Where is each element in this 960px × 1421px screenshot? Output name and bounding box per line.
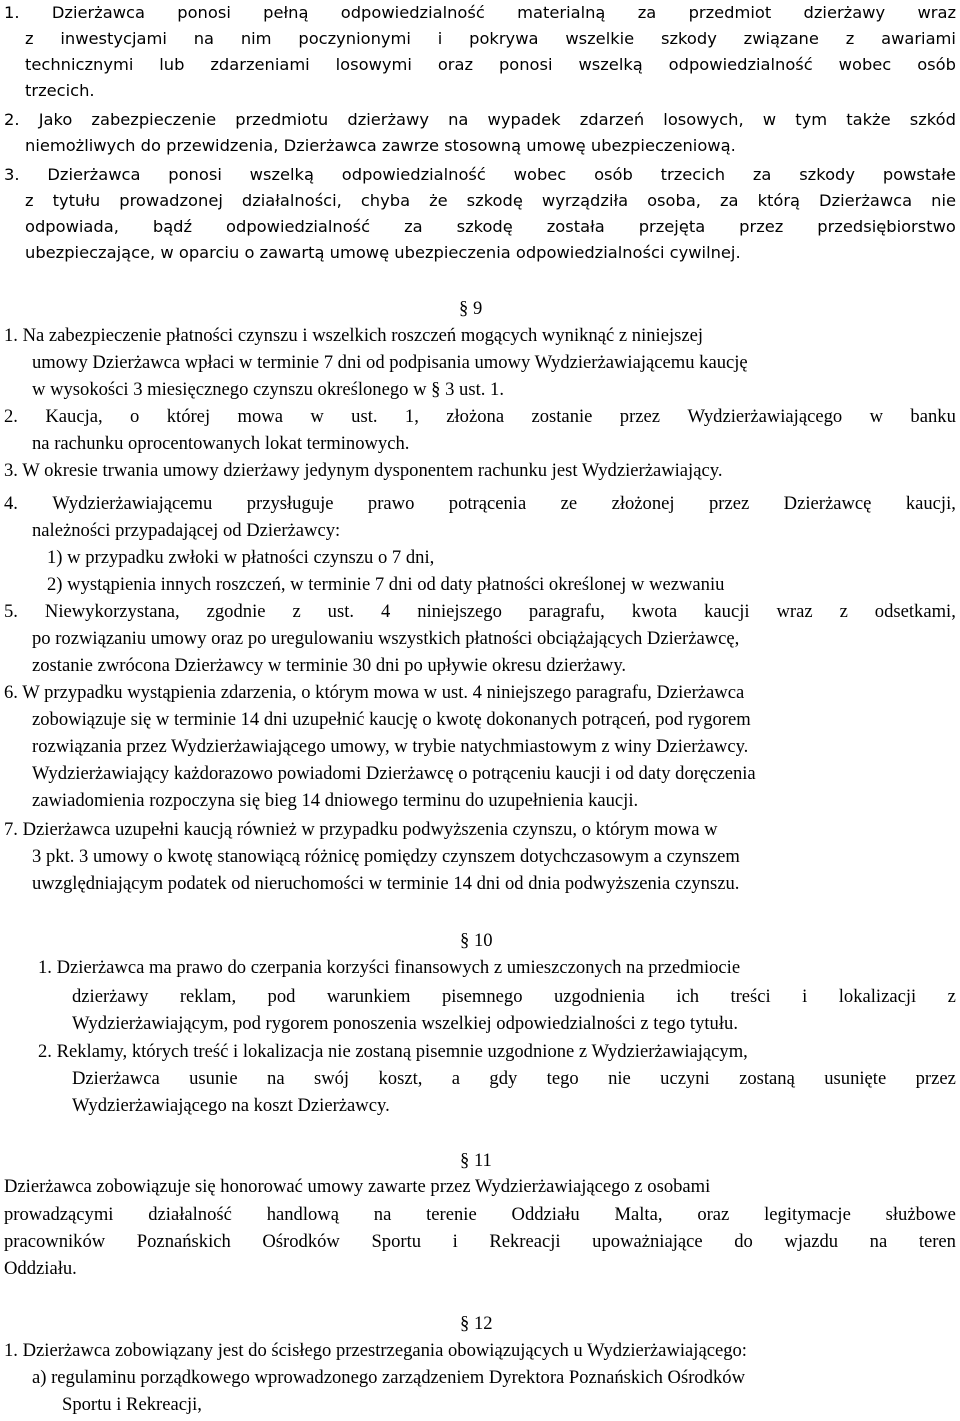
word: handlową — [266, 1204, 339, 1225]
word: nie — [931, 191, 956, 210]
word: 4. — [4, 493, 18, 514]
word: złożona — [446, 406, 505, 427]
word: o — [130, 406, 140, 427]
word: pełną — [263, 3, 309, 22]
s9-item5-line: po rozwiązaniu umowy oraz po uregulowaniu wszystkich płatności obciążających Dzierżawcę, — [32, 628, 740, 649]
word: banku — [910, 406, 956, 427]
word: 3. — [4, 165, 20, 184]
word: przejęta — [638, 217, 706, 236]
p8-item3-line — [4, 162, 956, 188]
word: wszelką — [578, 55, 643, 74]
word: na — [193, 29, 215, 48]
word: awariami — [881, 29, 956, 48]
s9-item7-line: 3 pkt. 3 umowy o kwotę stanowiącą różnicę pomiędzy czynszem dotychczasowym a czynszem — [32, 846, 740, 867]
s9-item6-line: rozwiązania przez Wydzierżawiającego umowy, w trybie natychmiastowym z winy Dzierżawcy. — [32, 736, 749, 757]
s9-item4-line: należności przypadającej od Dzierżawcy: — [32, 520, 341, 541]
word: dzierżawy — [803, 3, 886, 22]
word: za — [720, 191, 739, 210]
s9-item5-line — [4, 599, 956, 625]
word: Rekreacji — [489, 1231, 561, 1252]
word: z — [947, 986, 956, 1007]
word: pisemnego — [441, 986, 523, 1007]
word: potrącenia — [448, 493, 527, 514]
word: odpowiedzialność — [340, 3, 485, 22]
word: przez — [709, 493, 750, 514]
word: za — [637, 3, 657, 22]
p8-item3-line: ubezpieczające, w oparciu o zawartą umowę ubezpieczenia odpowiedzialności cywilnej. — [25, 243, 741, 262]
word: na — [373, 1204, 392, 1225]
word: usunięte — [824, 1068, 887, 1089]
s9-item7-line: uwzględniającym podatek od nieruchomości w terminie 14 dni od dnia podwyższenia czynszu. — [32, 873, 740, 894]
s12-item1-line: 1. Dzierżawca zobowiązany jest do ścisłego przestrzegania obowiązujących u Wydzierżawiającego: — [4, 1340, 747, 1361]
word: szkodę — [466, 191, 523, 210]
word: legitymacje — [764, 1204, 851, 1225]
s9-item1-line: w wysokości 3 miesięcznego czynszu określonego w § 3 ust. 1. — [32, 379, 504, 400]
word: z — [845, 29, 855, 48]
word: wszelkie — [565, 29, 635, 48]
word: bądź — [152, 217, 193, 236]
s9-item1-line: umowy Dzierżawca wpłaci w terminie 7 dni od podpisania umowy Wydzierżawiającemu kaucję — [32, 352, 748, 373]
s12-item1-subitem: Sportu i Rekreacji, — [62, 1394, 202, 1415]
word: uczyni — [660, 1068, 710, 1089]
word: ust. — [351, 406, 378, 427]
section-9-heading: § 9 — [459, 298, 483, 319]
p8-item2-line: niemożliwych do przewidzenia, Dzierżawca zawrze stosowną umowę ubezpieczeniową. — [25, 136, 736, 155]
section-12-heading: § 12 — [460, 1313, 493, 1334]
s10-item2-line: Wydzierżawiającego na koszt Dzierżawcy. — [72, 1095, 390, 1116]
word: ust. — [327, 601, 355, 622]
word: lokalizacji — [838, 986, 917, 1007]
word: przez — [915, 1068, 956, 1089]
word: wraz — [776, 601, 813, 622]
word: wraz — [917, 3, 956, 22]
word: Sportu — [371, 1231, 422, 1252]
word: osoba, — [647, 191, 701, 210]
word: oraz — [437, 55, 474, 74]
word: z — [25, 191, 34, 210]
word: osób — [917, 55, 956, 74]
word: tym — [795, 110, 828, 129]
s11-body-line — [4, 1202, 956, 1228]
word: zostanie — [531, 406, 593, 427]
word: Dzierżawca — [51, 3, 145, 22]
word: odpowiedzialność — [668, 55, 813, 74]
word: za — [404, 217, 423, 236]
section-10-heading: § 10 — [460, 930, 493, 951]
word: warunkiem — [326, 986, 411, 1007]
word: Niewykorzystana, — [44, 601, 180, 622]
word: do — [734, 1231, 753, 1252]
word: dzierżawy — [72, 986, 149, 1007]
word: odpowiada, — [25, 217, 119, 236]
s9-item5-line: zostanie zwrócona Dzierżawcy w terminie 30 dni po upływie okresu dzierżawy. — [32, 655, 627, 676]
word: Jako — [38, 110, 73, 129]
p8-item1-line — [25, 26, 956, 52]
s9-item1-line: 1. Na zabezpieczenie płatności czynszu i wszelkich roszczeń mogących wyniknąć z niniejszej — [4, 325, 704, 346]
word: wobec — [513, 165, 567, 184]
word: na — [869, 1231, 888, 1252]
word: związane — [743, 29, 819, 48]
word: wypadek — [487, 110, 561, 129]
word: teren — [918, 1231, 956, 1252]
word: gdy — [489, 1068, 518, 1089]
word: przez — [619, 406, 661, 427]
word: dzierżawy — [347, 110, 429, 129]
word: w — [310, 406, 324, 427]
s9-item2-line — [4, 404, 956, 430]
word: 4 — [380, 601, 391, 622]
s10-item2-line: 2. Reklamy, których treść i lokalizacja nie zostaną pisemnie uzgodnione z Wydzierżawiającym, — [38, 1041, 748, 1062]
word: Dzierżawca — [72, 1068, 160, 1089]
word: materialną — [517, 3, 606, 22]
s9-item4-subitem: 1) w przypadku zwłoki w płatności czynszu o 7 dni, — [47, 547, 435, 568]
word: przez — [739, 217, 784, 236]
s9-item6-line: zawiadomienia rozpoczyna się bieg 14 dniowego terminu do uzupełnienia kaucji. — [32, 790, 639, 811]
word: i — [452, 1231, 458, 1252]
word: osób — [594, 165, 633, 184]
word: ze — [560, 493, 578, 514]
word: przedmiotu — [235, 110, 329, 129]
word: działalności, — [241, 191, 342, 210]
word: 1. — [4, 3, 20, 22]
word: szkodę — [456, 217, 513, 236]
word: upoważniające — [592, 1231, 703, 1252]
word: z — [292, 601, 301, 622]
s10-item2-line — [72, 1066, 956, 1092]
word: zostaną — [739, 1068, 795, 1089]
s11-body-line: Dzierżawca zobowiązuje się honorować umowy zawarte przez Wydzierżawiającego z osobami — [4, 1176, 711, 1197]
word: której — [166, 406, 211, 427]
word: z — [839, 601, 848, 622]
word: Kaucja, — [45, 406, 103, 427]
word: odpowiedzialność — [341, 165, 486, 184]
word: ponosi — [177, 3, 231, 22]
word: inwestycjami — [60, 29, 167, 48]
s9-item2-line: na rachunku oprocentowanych lokat terminowych. — [32, 433, 410, 454]
word: szkody — [799, 165, 855, 184]
word: treści — [730, 986, 771, 1007]
s10-item1-line: Wydzierżawiającym, pod rygorem ponoszenia wszelkiej odpowiedzialności z tego tytułu. — [72, 1013, 738, 1034]
word: reklam, — [179, 986, 237, 1007]
word: losowych, — [663, 110, 744, 129]
word: poczynionymi — [298, 29, 411, 48]
word: z — [25, 29, 34, 48]
word: tytułu — [52, 191, 101, 210]
word: zdarzeniami — [210, 55, 310, 74]
word: na — [448, 110, 469, 129]
word: odpowiedzialność — [226, 217, 371, 236]
word: niniejszego — [417, 601, 502, 622]
word: zabezpieczenie — [91, 110, 217, 129]
word: także — [846, 110, 891, 129]
word: tego — [546, 1068, 579, 1089]
p8-item1-line — [25, 52, 956, 78]
word: szkód — [909, 110, 956, 129]
word: którą — [757, 191, 801, 210]
word: działalność — [148, 1204, 232, 1225]
word: wjazdu — [784, 1231, 839, 1252]
word: 2. — [4, 110, 20, 129]
word: technicznymi — [25, 55, 134, 74]
s9-item6-line: zobowiązuje się w terminie 14 dni uzupełnić kaucję o kwotę dokonanych potrąceń, pod rygorem — [32, 709, 751, 730]
p8-item3-line — [25, 214, 956, 240]
s12-item1-subitem: a) regulaminu porządkowego wprowadzonego zarządzeniem Dyrektora Poznańskich Ośrodków — [32, 1367, 746, 1388]
s9-item7-line: 7. Dzierżawca uzupełni kaucją również w przypadku podwyższenia czynszu, o którym mowa w — [4, 819, 718, 840]
word: swój — [313, 1068, 350, 1089]
word: losowymi — [335, 55, 412, 74]
word: Dzierżawca — [819, 191, 913, 210]
p8-item1-line: trzecich. — [25, 81, 95, 100]
word: powstałe — [882, 165, 956, 184]
word: ponosi — [168, 165, 222, 184]
word: pokrywa — [469, 29, 539, 48]
word: przysługuje — [246, 493, 334, 514]
s9-item6-line: Wydzierżawiający każdorazowo powiadomi Dzierżawcę o potrąceniu kaucji i od daty doręczenia — [32, 763, 756, 784]
word: odsetkami, — [874, 601, 956, 622]
word: nie — [608, 1068, 631, 1089]
word: pod — [267, 986, 296, 1007]
word: kwota — [631, 601, 678, 622]
word: zdarzeń — [579, 110, 645, 129]
word: i — [802, 986, 808, 1007]
s11-body-line: Oddziału. — [4, 1258, 77, 1279]
p8-item1-line — [4, 0, 956, 26]
word: Poznańskich — [136, 1231, 231, 1252]
word: wyrządziła — [541, 191, 629, 210]
word: przedsiębiorstwo — [817, 217, 956, 236]
word: usunie — [189, 1068, 238, 1089]
word: w — [869, 406, 884, 427]
word: szkody — [661, 29, 717, 48]
word: trzecich — [660, 165, 726, 184]
word: w — [762, 110, 777, 129]
s9-item6-line: 6. W przypadku wystąpienia zdarzenia, o którym mowa w ust. 4 niniejszego paragrafu, Dzierżawca — [4, 682, 745, 703]
word: Wydzierżawiającemu — [52, 493, 213, 514]
p8-item3-line — [25, 188, 956, 214]
word: Ośrodków — [262, 1231, 340, 1252]
word: Dzierżawcę — [783, 493, 872, 514]
word: nim — [240, 29, 272, 48]
word: ich — [676, 986, 699, 1007]
s9-item4-subitem: 2) wystąpienia innych roszczeń, w terminie 7 dni od daty płatności określonej w wezwaniu — [47, 574, 725, 595]
word: oraz — [697, 1204, 730, 1225]
word: mowa — [237, 406, 283, 427]
word: została — [546, 217, 605, 236]
word: Malta, — [614, 1204, 663, 1225]
word: 5. — [4, 601, 18, 622]
word: koszt, — [378, 1068, 423, 1089]
word: prowadzonej — [119, 191, 223, 210]
word: uzgodnienia — [553, 986, 645, 1007]
s10-item1-line — [72, 984, 956, 1010]
word: wobec — [838, 55, 892, 74]
s10-item1-line: 1. Dzierżawca ma prawo do czerpania korzyści finansowych z umieszczonych na przedmiocie — [38, 957, 741, 978]
word: złożonej — [611, 493, 675, 514]
word: prowadzącymi — [4, 1204, 114, 1225]
word: ponosi — [498, 55, 553, 74]
word: terenie — [426, 1204, 477, 1225]
word: pracowników — [4, 1231, 106, 1252]
word: paragrafu, — [528, 601, 605, 622]
word: lub — [159, 55, 185, 74]
word: prawo — [367, 493, 415, 514]
s9-item4-line — [4, 491, 956, 517]
word: a — [451, 1068, 461, 1089]
word: wszelką — [249, 165, 314, 184]
word: 1, — [404, 406, 419, 427]
word: na — [267, 1068, 285, 1089]
word: Dzierżawca — [47, 165, 141, 184]
word: za — [752, 165, 772, 184]
word: kaucji — [704, 601, 750, 622]
word: że — [429, 191, 448, 210]
word: zgodnie — [206, 601, 266, 622]
s9-item3-line: 3. W okresie trwania umowy dzierżawy jedynym dysponentem rachunku jest Wydzierżawiający. — [4, 460, 723, 481]
section-11-heading: § 11 — [460, 1150, 492, 1171]
s11-body-line — [4, 1229, 956, 1255]
word: Wydzierżawiającego — [687, 406, 843, 427]
word: 2. — [4, 406, 18, 427]
word: kaucji, — [905, 493, 956, 514]
word: służbowe — [885, 1204, 956, 1225]
p8-item2-line — [4, 107, 956, 133]
word: chyba — [360, 191, 411, 210]
word: i — [437, 29, 443, 48]
word: Oddziału — [511, 1204, 580, 1225]
word: przedmiot — [688, 3, 772, 22]
